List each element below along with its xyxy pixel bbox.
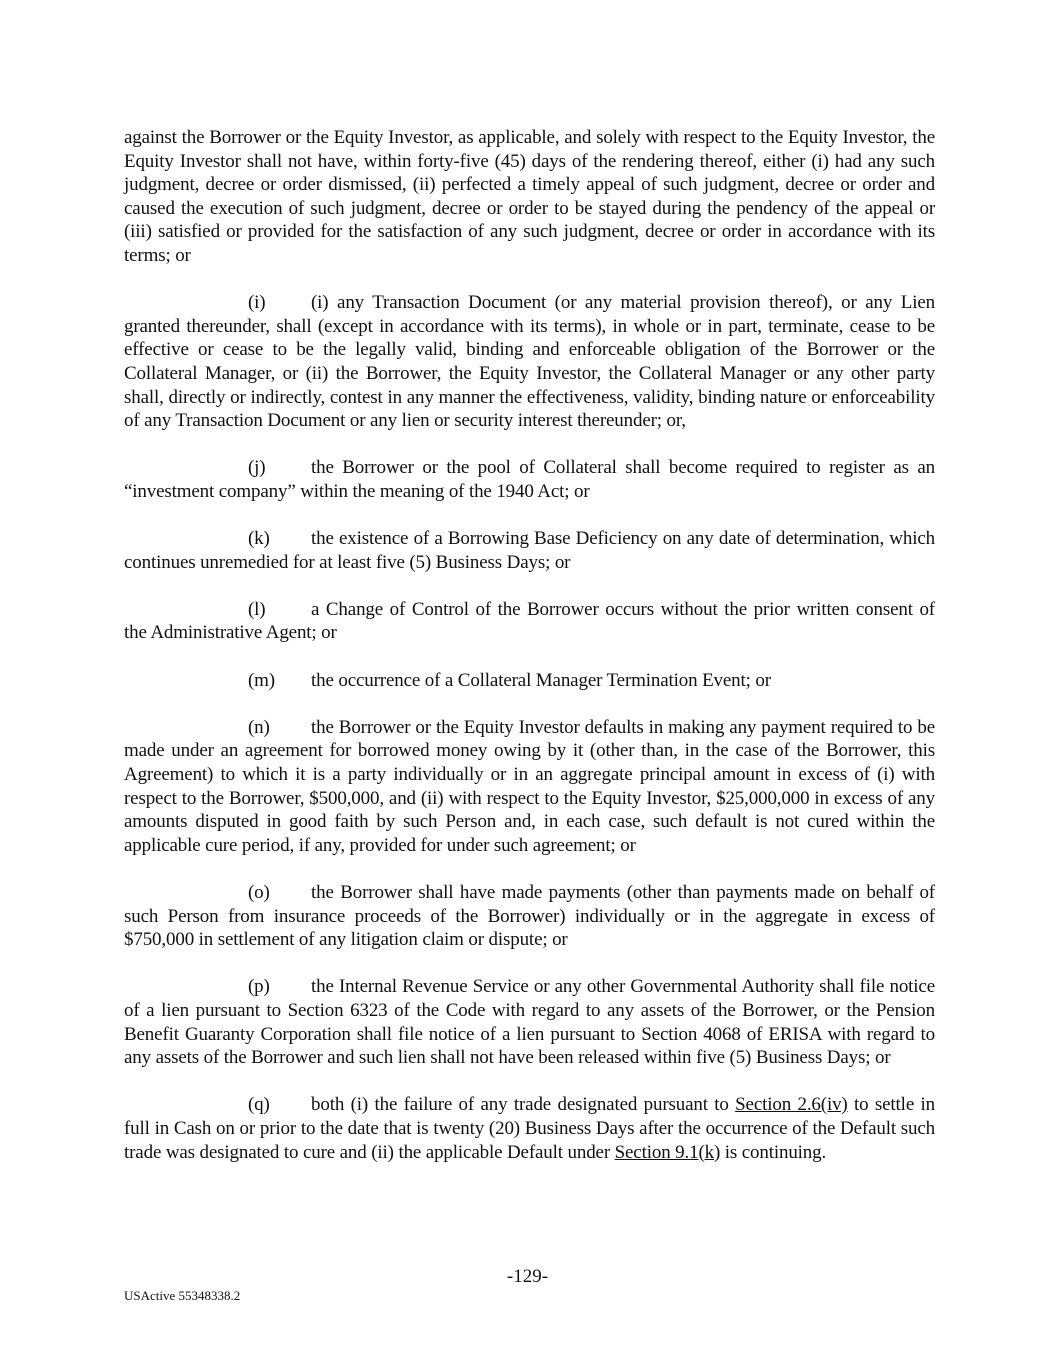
clause-text: both (i) the failure of any trade designated pursuant to xyxy=(311,1094,736,1116)
clause-text: is continuing. xyxy=(720,1141,827,1163)
clause-text: the occurrence of a Collateral Manager Termination Event; or xyxy=(311,669,771,691)
clause-label: (q) xyxy=(248,1094,270,1116)
clause-label: (k) xyxy=(248,528,270,550)
clause-label: (l) xyxy=(248,598,266,620)
clause-text: the Borrower or the Equity Investor defaults in making any payment required to be made under an agreement for borrowed money owing by it (other than, in the case of the Borrower, this Agreement) to which it is a party individually or in an aggregate principal amount in excess of (i) with respect to the Borrower, $500,000, and (ii) with respect to the Equity Investor, $25,000,000 in excess of any amounts disputed in good faith by such Person and, in each case, such default is not cured within the applicable cure period, if any, provided for under such agreement; or xyxy=(124,716,935,856)
clause-text: (i) any Transaction Document (or any material provision thereof), or any Lien granted thereunder, shall (except in accordance with its terms), in whole or in part, terminate, cease to be effective or cease to be the legally valid, binding and enforceable obligation of the Borrower or the Collateral Manager, or (ii) the Borrower, the Equity Investor, the Collateral Manager or any other party shall, directly or indirectly, contest in any manner the effectiveness, validity, binding nature or enforceability of any Transaction Document or any lien or security interest thereunder; or, xyxy=(124,292,935,432)
clause-label: (p) xyxy=(248,976,270,998)
clause-text: the Borrower shall have made payments (other than payments made on behalf of such Person from insurance proceeds of the Borrower) individually or in the aggregate in excess of $750,000 in settlement of any litigation claim or dispute; or xyxy=(124,882,935,951)
clause-o xyxy=(124,881,935,952)
section-reference-link[interactable]: Section 9.1(k) xyxy=(614,1141,721,1163)
clause-text: the existence of a Borrowing Base Deficiency on any date of determination, which continues unremedied for at least five (5) Business Days; or xyxy=(124,528,935,573)
clause-text: the Internal Revenue Service or any other Governmental Authority shall file notice of a lien pursuant to Section 6323 of the Code with regard to any assets of the Borrower, or the Pension Benefit Guaranty Corporation shall file notice of a lien pursuant to Section 4068 of ERISA with regard to any assets of the Borrower and such lien shall not have been released within five (5) Business Days; or xyxy=(124,976,935,1069)
clause-text: the Borrower or the pool of Collateral shall become required to register as an “investment company” within the meaning of the 1940 Act; or xyxy=(124,457,935,502)
document-id-footer: USActive 55348338.2 xyxy=(124,1288,241,1303)
section-reference-link[interactable]: Section 2.6(iv) xyxy=(735,1094,848,1116)
clause-p xyxy=(124,975,935,1069)
clause-k xyxy=(124,527,935,574)
clause-label: (n) xyxy=(248,716,270,738)
clause-m xyxy=(124,669,935,693)
page-number: -129- xyxy=(506,1266,549,1287)
clause-label: (i) xyxy=(248,292,266,314)
clause-label: (j) xyxy=(248,457,266,479)
document-body xyxy=(124,126,935,1188)
paragraph-continuation: against the Borrower or the Equity Investor, as applicable, and solely with respect to the Equity Investor, the Equity Investor shall not have, within forty-five (45) days of the rendering thereof, either (i) had any such judgment, decree or order dismissed, (ii) perfected a timely appeal of such judgment, decree or order and caused the execution of such judgment, decree or order to be stayed during the pendency of the appeal or (iii) satisfied or provided for the satisfaction of any such judgment, decree or order in accordance with its terms; or xyxy=(124,127,935,266)
clause-j xyxy=(124,456,935,503)
clause-text: a Change of Control of the Borrower occurs without the prior written consent of the Administrative Agent; or xyxy=(124,598,935,644)
clause-text: to settle in full in Cash on or prior to the date that is twenty (20) Business Days after the occurrence of the Default such trade was designated to cure and (ii) the applicable Default under xyxy=(124,1094,935,1163)
clause-label: (m) xyxy=(248,669,275,691)
clause-n xyxy=(124,716,935,858)
clause-label: (o) xyxy=(248,882,270,903)
clause-l xyxy=(124,598,935,645)
clause-i xyxy=(124,291,935,433)
clause-q xyxy=(124,1093,935,1164)
